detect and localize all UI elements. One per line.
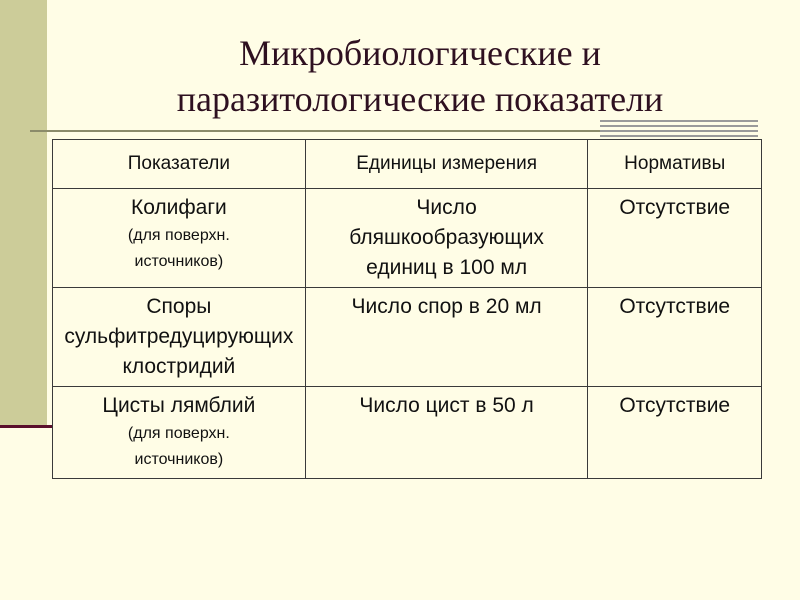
slide-title-line2: паразитологические показатели [176, 79, 664, 119]
header-units: Единицы измерения [305, 140, 588, 189]
hatch-decoration [600, 120, 758, 140]
indicator-note: источников) [134, 451, 224, 468]
indicators-table [52, 139, 762, 479]
indicator-name: Колифаги [130, 196, 227, 219]
slide-title [60, 30, 780, 122]
cell-indicator [53, 189, 306, 288]
indicator-name: Цисты лямблий [102, 394, 256, 417]
cell-norm: Отсутствие [588, 189, 762, 288]
cell-unit: Число спор в 20 мл [305, 288, 588, 387]
table-row [53, 288, 762, 387]
cell-unit: Число цист в 50 л [305, 387, 588, 479]
table-row [53, 387, 762, 479]
cell-norm: Отсутствие [588, 288, 762, 387]
header-indicators: Показатели [53, 140, 306, 189]
side-accent-bar [0, 0, 47, 428]
indicator-note: источников) [134, 253, 224, 270]
table-header-row [53, 140, 762, 189]
slide-title-line1: Микробиологические и [239, 33, 601, 73]
indicator-note: (для поверхн. [127, 227, 230, 244]
side-accent-line [0, 425, 52, 428]
table-row [53, 189, 762, 288]
cell-indicator [53, 387, 306, 479]
header-norms: Нормативы [588, 140, 762, 189]
indicator-note: (для поверхн. [127, 425, 230, 442]
cell-indicator: Споры сульфитредуцирующих клостридий [53, 288, 306, 387]
cell-norm: Отсутствие [588, 387, 762, 479]
cell-unit: Число бляшкообразующих единиц в 100 мл [305, 189, 588, 288]
